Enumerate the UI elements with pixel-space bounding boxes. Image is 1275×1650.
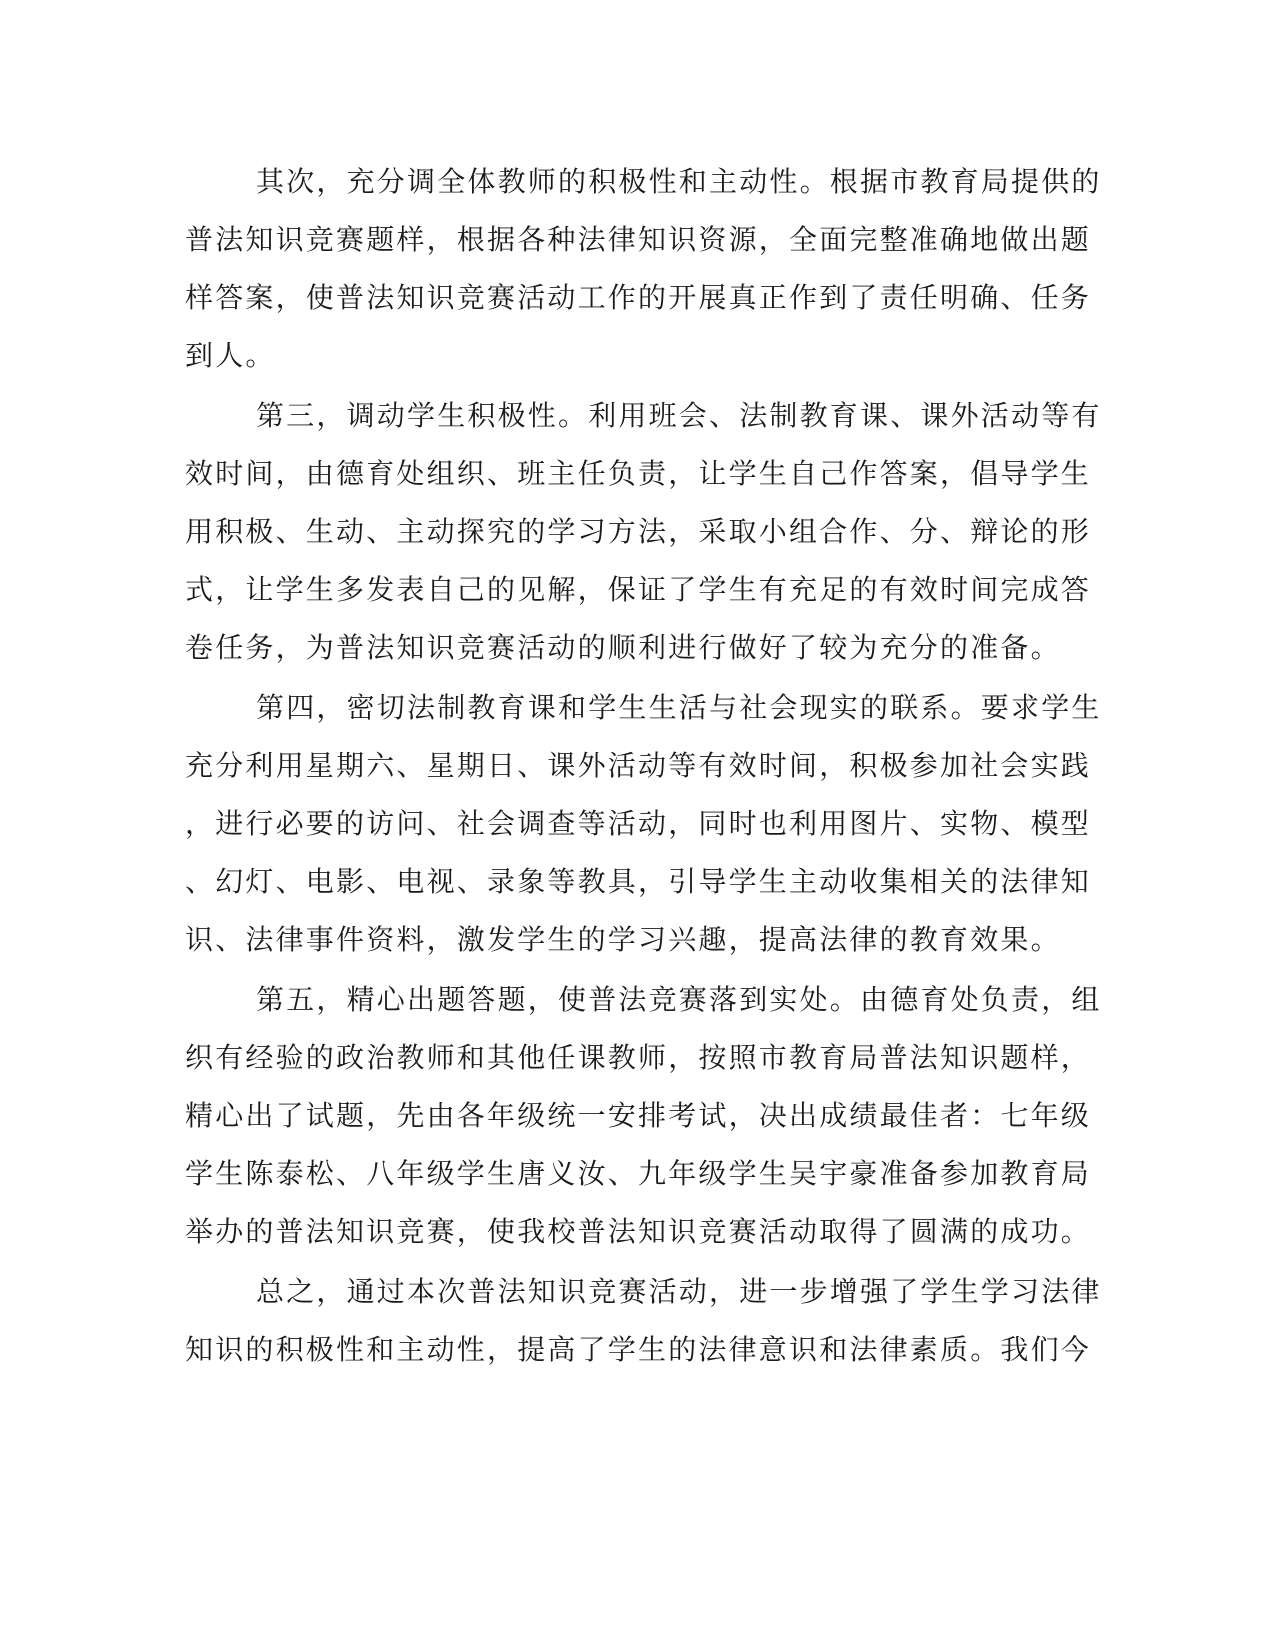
paragraph-5-line-2: 织有经验的政治教师和其他任课教师，按照市教育局普法知识题样， <box>185 1041 1092 1074</box>
paragraph-3-line-5: 卷任务，为普法知识竞赛活动的顺利进行做好了较为充分的准备。 <box>185 631 1061 664</box>
paragraph-4-line-2: 充分利用星期六、星期日、课外活动等有效时间，积极参加社会实践 <box>185 749 1092 782</box>
paragraph-5-line-5: 举办的普法知识竞赛，使我校普法知识竞赛活动取得了圆满的成功。 <box>185 1215 1092 1248</box>
paragraph-3-line-3: 用积极、生动、主动探究的学习方法，采取小组合作、分、辩论的形 <box>185 515 1092 548</box>
paragraph-5-line-4: 学生陈泰松、八年级学生唐义汝、九年级学生吴宇豪准备参加教育局 <box>185 1157 1092 1190</box>
paragraph-2-line-2: 普法知识竞赛题样，根据各种法律知识资源，全面完整准确地做出题 <box>185 223 1092 256</box>
paragraph-2-line-1: 其次，充分调全体教师的积极性和主动性。根据市教育局提供的 <box>256 165 1102 198</box>
paragraph-6-line-1: 总之，通过本次普法知识竞赛活动，进一步增强了学生学习法律 <box>256 1275 1102 1308</box>
paragraph-4-line-1: 第四，密切法制教育课和学生生活与社会现实的联系。要求学生 <box>256 691 1102 724</box>
paragraph-2-line-3: 样答案，使普法知识竞赛活动工作的开展真正作到了责任明确、任务 <box>185 281 1092 314</box>
paragraph-2-line-4: 到人。 <box>185 339 276 372</box>
paragraph-3-line-1: 第三，调动学生积极性。利用班会、法制教育课、课外活动等有 <box>256 399 1102 432</box>
paragraph-3-line-2: 效时间，由德育处组织、班主任负责，让学生自己作答案，倡导学生 <box>185 457 1092 490</box>
paragraph-4-line-5: 识、法律事件资料，激发学生的学习兴趣，提高法律的教育效果。 <box>185 923 1061 956</box>
paragraph-5-line-3: 精心出了试题，先由各年级统一安排考试，决出成绩最佳者：七年级 <box>185 1099 1092 1132</box>
paragraph-5-line-1: 第五，精心出题答题，使普法竞赛落到实处。由德育处负责，组 <box>256 983 1102 1016</box>
paragraph-3-line-4: 式，让学生多发表自己的见解，保证了学生有充足的有效时间完成答 <box>185 573 1092 606</box>
paragraph-6-line-2: 知识的积极性和主动性，提高了学生的法律意识和法律素质。我们今 <box>185 1333 1092 1366</box>
paragraph-4-line-4: 、幻灯、电影、电视、录象等教具，引导学生主动收集相关的法律知 <box>185 865 1092 898</box>
paragraph-4-line-3: ，进行必要的访问、社会调查等活动，同时也利用图片、实物、模型 <box>185 807 1092 840</box>
